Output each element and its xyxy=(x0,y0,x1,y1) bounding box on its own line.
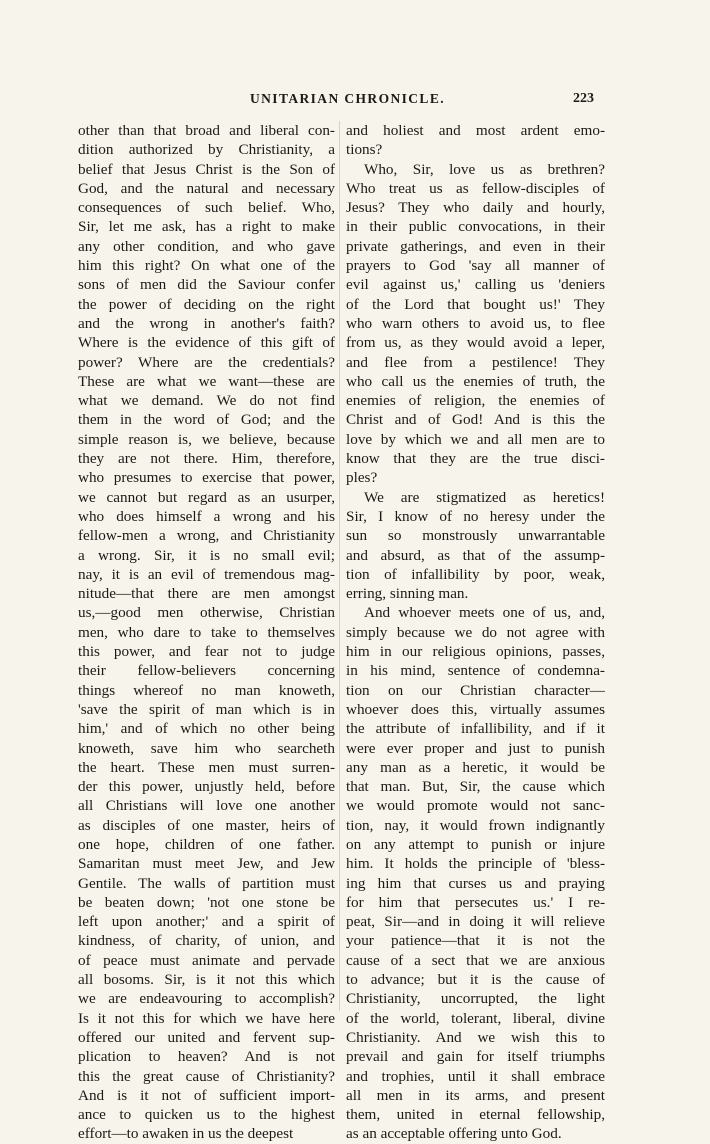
text-line: to advance; but it is the cause of xyxy=(346,971,605,989)
text-line: him,' and of which no other being xyxy=(78,720,335,738)
text-line: them in the word of God; and the xyxy=(78,411,335,429)
text-line: belief that Jesus Christ is the Son of xyxy=(78,160,335,178)
text-line: your patience—that it is not the xyxy=(346,932,605,950)
text-line: who presumes to exercise that power, xyxy=(78,469,335,487)
text-line: Who treat us as fellow-disciples of xyxy=(346,179,605,197)
text-line: and holiest and most ardent emo- xyxy=(346,122,605,139)
text-line: things whereof no man knoweth, xyxy=(78,681,335,699)
text-line: us,—good men otherwise, Christian xyxy=(78,604,335,622)
text-line: sons of men did the Saviour confer xyxy=(78,276,335,294)
text-line: Who, Sir, love us as brethren? xyxy=(364,160,605,178)
text-line: prevail and gain for itself triumphs xyxy=(346,1048,605,1066)
text-line: Is it not this for which we have here xyxy=(78,1009,335,1027)
text-line: And is it not of sufficient import- xyxy=(78,1086,335,1104)
text-line: this power, and fear not to judge xyxy=(78,643,335,661)
text-line: any other condition, and who gave xyxy=(78,237,335,255)
text-line: tion on our Christian character— xyxy=(346,681,605,699)
text-line: nay, it is an evil of tremendous mag- xyxy=(78,565,335,583)
text-line: in their public convocations, in their xyxy=(346,218,605,236)
text-line: plication to heaven? And is not xyxy=(78,1048,335,1066)
text-line: effort—to awaken in us the deepest xyxy=(78,1125,294,1143)
text-line: simply because we do not agree with xyxy=(346,623,605,641)
text-line: Sir, I know of no heresy under the xyxy=(346,507,605,525)
text-line: enemies of religion, the enemies of xyxy=(346,392,605,410)
text-line: dition authorized by Christianity, a xyxy=(78,141,335,159)
text-line: der this power, unjustly held, before xyxy=(78,778,335,796)
page-header xyxy=(0,91,710,111)
text-line: Samaritan must meet Jew, and Jew xyxy=(78,855,335,873)
text-line: peat, Sir—and in doing it will relieve xyxy=(346,913,605,931)
running-title: UNITARIAN CHRONICLE. xyxy=(250,91,446,106)
text-line: sun so monstrously unwarrantable xyxy=(346,527,605,545)
text-line: one hope, children of one father. xyxy=(78,835,335,853)
text-line: kindness, of charity, of union, and xyxy=(78,932,335,950)
text-line: fellow-men a wrong, and Christianity xyxy=(78,527,335,545)
text-line: in his mind, sentence of condemna- xyxy=(346,662,605,680)
text-line: who warn others to avoid us, to flee xyxy=(346,314,605,332)
text-line: of the world, tolerant, liberal, divine xyxy=(346,1009,605,1027)
right-text-column xyxy=(346,121,605,1143)
text-line: from us, as they would avoid a leper, xyxy=(346,334,605,352)
text-line: other than that broad and liberal con- xyxy=(78,122,335,139)
text-line: of the Lord that bought us!' They xyxy=(346,295,605,313)
page-number: 223 xyxy=(573,91,594,106)
text-line: erring, sinning man. xyxy=(346,585,469,603)
text-line: him. It holds the principle of 'bless- xyxy=(346,855,605,873)
text-line: of peace must animate and pervade xyxy=(78,951,335,969)
text-line: Gentile. The walls of partition must xyxy=(78,874,335,892)
text-line: We are stigmatized as heretics! xyxy=(364,488,605,506)
text-line: and trophies, until it shall embrace xyxy=(346,1067,605,1085)
text-line: any man as a heretic, it would be xyxy=(346,758,605,776)
text-line: that man. But, Sir, the cause which xyxy=(346,778,605,796)
text-line: whoever does this, virtually assumes xyxy=(346,700,605,718)
text-line: God, and the natural and necessary xyxy=(78,179,335,197)
text-line: left upon another;' and a spirit of xyxy=(78,913,335,931)
text-line: consequences of such belief. Who, xyxy=(78,199,335,217)
text-line: These are what we want—these are xyxy=(78,372,335,390)
left-text-column xyxy=(78,121,335,1143)
text-line: private gatherings, and even in their xyxy=(346,237,605,255)
text-line: Christ and of God! And is this the xyxy=(346,411,605,429)
text-line: the attribute of infallibility, and if it xyxy=(346,720,605,738)
text-line: who call us the enemies of truth, the xyxy=(346,372,605,390)
column-divider xyxy=(339,121,340,1011)
text-line: ing him that curses us and praying xyxy=(346,874,605,892)
text-line: all men in its arms, and present xyxy=(346,1086,605,1104)
text-line: and flee from a pestilence! They xyxy=(346,353,605,371)
text-line: nitude—that there are men amongst xyxy=(78,585,335,603)
text-line: him in our religious opinions, passes, xyxy=(346,643,605,661)
text-line: we would promote would not sanc- xyxy=(346,797,605,815)
text-line: And whoever meets one of us, and, xyxy=(364,604,605,622)
text-line: power? Where are the credentials? xyxy=(78,353,335,371)
text-line: and absurd, as that of the assump- xyxy=(346,546,605,564)
text-line: Sir, let me ask, has a right to make xyxy=(78,218,335,236)
text-line: know that they are the true disci- xyxy=(346,450,605,468)
text-line: Christianity. And we wish this to xyxy=(346,1028,605,1046)
text-line: love by which we and all men are to xyxy=(346,430,605,448)
text-line: this the great cause of Christianity? xyxy=(78,1067,335,1085)
text-line: as disciples of one master, heirs of xyxy=(78,816,335,834)
text-line: who does himself a wrong and his xyxy=(78,507,335,525)
text-line: were ever proper and just to punish xyxy=(346,739,605,757)
text-line: knoweth, save him who searcheth xyxy=(78,739,335,757)
text-line: what we demand. We do not find xyxy=(78,392,335,410)
text-line: a wrong. Sir, it is no small evil; xyxy=(78,546,335,564)
text-line: we are endeavouring to accomplish? xyxy=(78,990,335,1008)
text-line: their fellow-believers concerning xyxy=(78,662,335,680)
text-line: the power of deciding on the right xyxy=(78,295,335,313)
text-line: evil against us,' calling us 'deniers xyxy=(346,276,605,294)
text-line: for him that persecutes us.' I re- xyxy=(346,893,605,911)
text-line: on any attempt to punish or injure xyxy=(346,835,605,853)
text-line: men, who dare to take to themselves xyxy=(78,623,335,641)
text-line: him this right? On what one of the xyxy=(78,257,335,275)
text-line: be beaten down; 'not one stone be xyxy=(78,893,335,911)
text-line: tions? xyxy=(346,141,383,159)
text-line: 'save the spirit of man which is in xyxy=(78,700,335,718)
text-line: we cannot but regard as an usurper, xyxy=(78,488,335,506)
text-line: as an acceptable offering unto God. xyxy=(346,1125,562,1143)
text-line: them, united in eternal fellowship, xyxy=(346,1106,605,1124)
text-line: ples? xyxy=(346,469,378,487)
text-line: ance to quicken us to the highest xyxy=(78,1106,335,1124)
text-line: prayers to God 'say all manner of xyxy=(346,257,605,275)
text-line: simple reason is, we believe, because xyxy=(78,430,335,448)
text-line: tion of infallibility by poor, weak, xyxy=(346,565,605,583)
text-line: all bosoms. Sir, is it not this which xyxy=(78,971,335,989)
text-line: cause of a sect that we are anxious xyxy=(346,951,605,969)
text-line: Christianity, uncorrupted, the light xyxy=(346,990,605,1008)
text-line: tion, nay, it would frown indignantly xyxy=(346,816,605,834)
text-line: offered our united and fervent sup- xyxy=(78,1028,335,1046)
text-line: the heart. These men must surren- xyxy=(78,758,335,776)
text-line: all Christians will love one another xyxy=(78,797,335,815)
text-line: Jesus? They who daily and hourly, xyxy=(346,199,605,217)
text-line: and the wrong in another's faith? xyxy=(78,314,335,332)
text-line: Where is the evidence of this gift of xyxy=(78,334,335,352)
text-line: they are not there. Him, therefore, xyxy=(78,450,335,468)
